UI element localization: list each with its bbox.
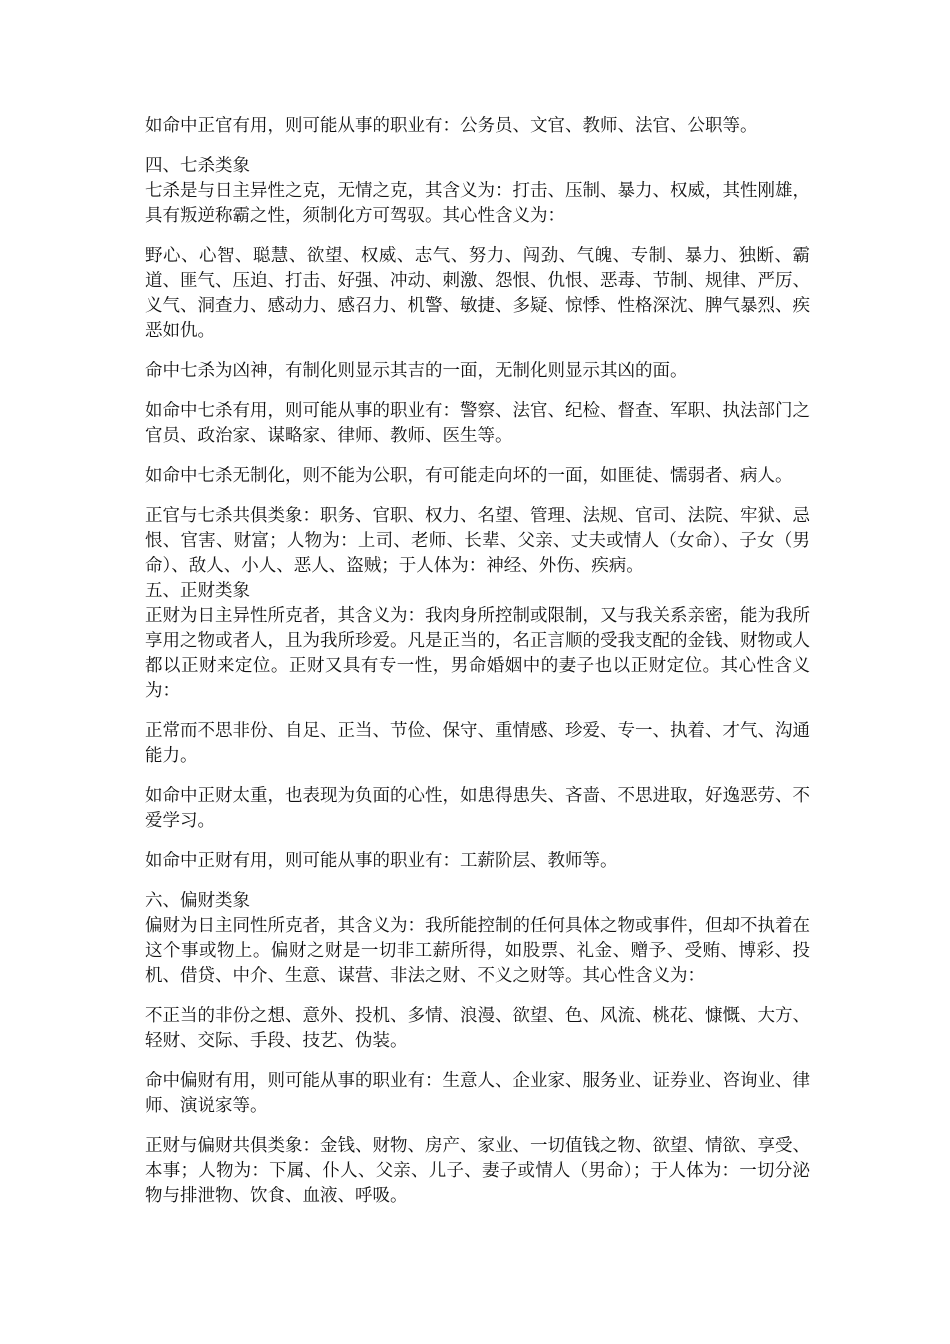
paragraph-piancai-definition: 偏财为日主同性所克者，其含义为：我所能控制的任何具体之物或事件，但却不执着在这个事或物上。偏财之财是一切非工薪所得，如股票、礼金、赠予、受贿、博彩、投机、借贷、中介、生意、谋营、非法之财、不义之财等。其心性含义为： — [145, 916, 810, 986]
paragraph-zhengcai-heavy: 如命中正财太重，也表现为负面的心性，如患得患失、吝啬、不思进取，好逸恶劳、不爱学习。 — [145, 786, 810, 831]
section-heading-piancai: 六、偏财类象 — [145, 891, 250, 911]
paragraph-qisha-definition: 七杀是与日主异性之克，无情之克，其含义为：打击、压制、暴力、权威，其性刚雄，具有叛逆称霸之性，须制化方可驾驭。其心性含义为： — [145, 181, 810, 226]
section-heading-zhengcai: 五、正财类象 — [145, 581, 250, 601]
section-heading-qisha: 四、七杀类象 — [145, 156, 250, 176]
document-page — [145, 114, 810, 1209]
paragraph-qisha-uncontrolled: 如命中七杀无制化，则不能为公职，有可能走向坏的一面，如匪徒、懦弱者、病人。 — [145, 466, 793, 486]
paragraph-zhengguan-career: 如命中正官有用，则可能从事的职业有：公务员、文官、教师、法官、公职等。 — [145, 116, 758, 136]
paragraph-zhengcai-career: 如命中正财有用，则可能从事的职业有：工薪阶层、教师等。 — [145, 851, 618, 871]
paragraph-qisha-nature: 命中七杀为凶神，有制化则显示其吉的一面，无制化则显示其凶的面。 — [145, 361, 688, 381]
paragraph-cai-shared: 正财与偏财共俱类象：金钱、财物、房产、家业、一切值钱之物、欲望、情欲、享受、本事；人物为：下属、仆人、父亲、儿子、妻子或情人（男命）；于人体为：一切分泌物与排泄物、饮食、血液、呼吸。 — [145, 1136, 810, 1206]
paragraph-guan-sha-shared: 正官与七杀共俱类象：职务、官职、权力、名望、管理、法规、官司、法院、牢狱、忌恨、官害、财富；人物为：上司、老师、长辈、父亲、丈夫或情人（女命）、子女（男命）、敌人、小人、恶人、盗贼；于人体为：神经、外伤、疾病。 — [145, 506, 810, 576]
paragraph-piancai-career: 命中偏财有用，则可能从事的职业有：生意人、企业家、服务业、证券业、咨询业、律师、演说家等。 — [145, 1071, 810, 1116]
paragraph-zhengcai-traits: 正常而不思非份、自足、正当、节俭、保守、重情感、珍爱、专一、执着、才气、沟通能力。 — [145, 721, 810, 766]
paragraph-zhengcai-definition: 正财为日主异性所克者，其含义为：我肉身所控制或限制，又与我关系亲密，能为我所享用之物或者人，且为我所珍爱。凡是正当的，名正言顺的受我支配的金钱、财物或人都以正财来定位。正财又具有专一性，男命婚姻中的妻子也以正财定位。其心性含义为： — [145, 606, 810, 701]
paragraph-qisha-traits: 野心、心智、聪慧、欲望、权威、志气、努力、闯劲、气魄、专制、暴力、独断、霸道、匪气、压迫、打击、好强、冲动、刺激、怨恨、仇恨、恶毒、节制、规律、严厉、义气、洞查力、感动力、感召力、机警、敏捷、多疑、惊悸、性格深沈、脾气暴烈、疾恶如仇。 — [145, 246, 810, 341]
paragraph-piancai-traits: 不正当的非份之想、意外、投机、多情、浪漫、欲望、色、风流、桃花、慷慨、大方、轻财、交际、手段、技艺、伪装。 — [145, 1006, 810, 1051]
paragraph-qisha-career: 如命中七杀有用，则可能从事的职业有：警察、法官、纪检、督查、军职、执法部门之官员、政治家、谋略家、律师、教师、医生等。 — [145, 401, 810, 446]
